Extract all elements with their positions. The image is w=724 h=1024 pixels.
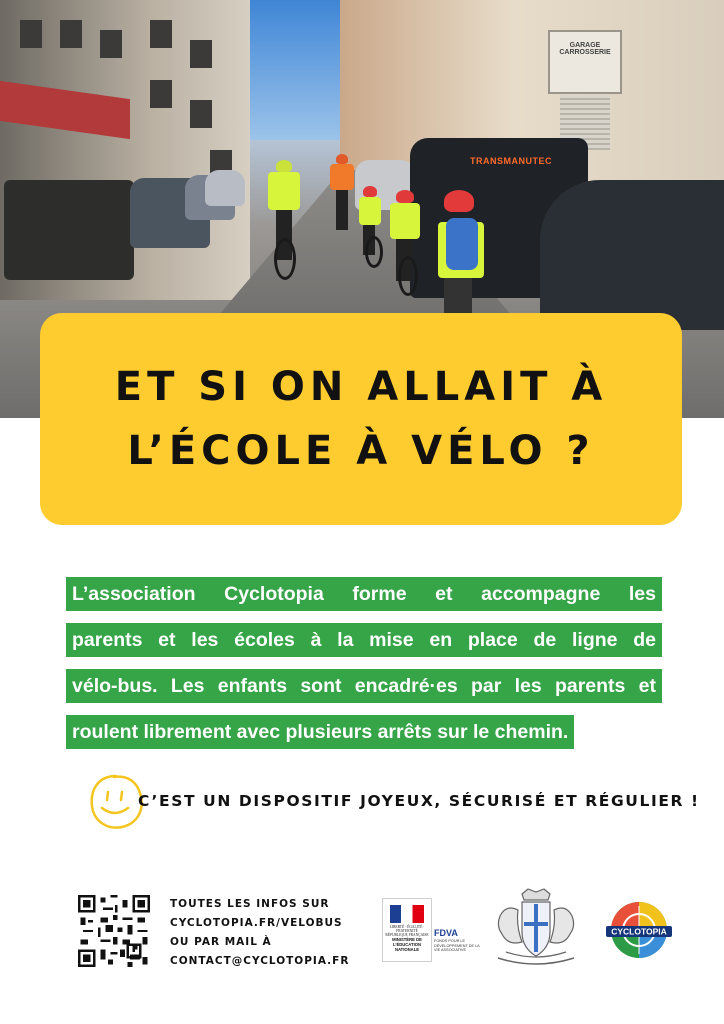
parked-car (205, 170, 245, 206)
fdva-label: FDVA (434, 928, 458, 938)
tagline: C’EST UN DISPOSITIF JOYEUX, SÉCURISÉ ET RÉGULIER ! (138, 792, 700, 810)
shop-sign: GARAGE CARROSSERIE (548, 30, 622, 94)
sky (236, 0, 346, 140)
cyclotopia-logo (604, 898, 674, 964)
contact-line: OU PAR MAIL À (170, 936, 272, 948)
republique-francaise-fdva-logo (382, 898, 480, 964)
cyclotopia-logo-text: CYCLOTOPIA (611, 926, 667, 937)
paragraph-line: parents et les écoles à la mise en place de ligne de (66, 623, 662, 657)
headline-panel (40, 313, 682, 525)
paragraph-line: L’association Cyclotopia forme et accompagne les (66, 577, 662, 611)
paragraph-line: roulent librement avec plusieurs arrêts sur le chemin. (66, 715, 574, 749)
delivery-van: TRANSMANUTEC (410, 138, 588, 298)
intro-paragraph (66, 577, 662, 761)
paragraph-line: vélo-bus. Les enfants sont encadré·es par les parents et (66, 669, 662, 703)
fdva-subtitle: FONDS POUR LE DÉVELOPPEMENT DE LA VIE ASSOCIATIVE (434, 939, 480, 953)
car-foreground (540, 180, 724, 330)
email-link[interactable]: CONTACT@CYCLOTOPIA.FR (170, 955, 350, 967)
trash-bins (4, 180, 134, 280)
republique-francaise-logo: LIBERTÉ · ÉGALITÉ · FRATERNITÉ RÉPUBLIQUE FRANÇAISE MINISTÈRE DE L’ÉDUCATION NATIONALE (382, 898, 432, 962)
contact-line: TOUTES LES INFOS SUR (170, 898, 330, 910)
website-link[interactable]: CYCLOTOPIA.FR/VELOBUS (170, 917, 343, 929)
qr-code-icon[interactable] (78, 895, 150, 967)
headline-line-2: L’ÉCOLE À VÉLO ? (127, 428, 595, 474)
marianne-flag-icon (390, 905, 424, 923)
city-coat-of-arms-logo (486, 886, 586, 972)
contact-info (170, 895, 349, 971)
headline-line-1: ET SI ON ALLAIT À (114, 364, 608, 410)
